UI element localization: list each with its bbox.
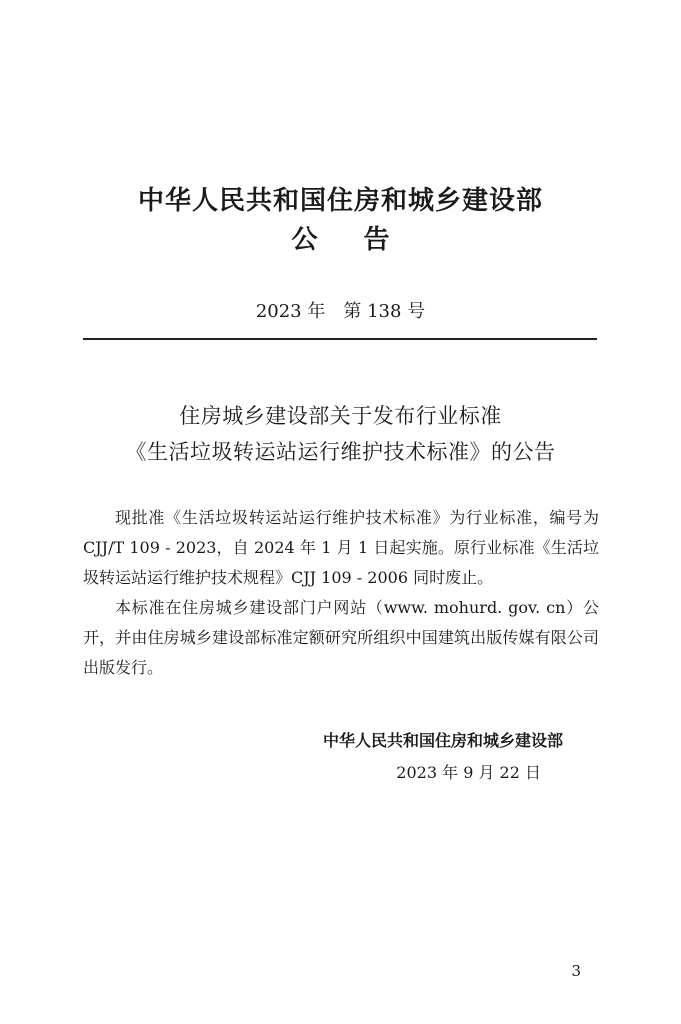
page-number: 3 xyxy=(571,962,581,980)
headline-line-2: 《生活垃圾转运站运行维护技术标准》的公告 xyxy=(125,440,556,464)
body-paragraph-1: 现批准《生活垃圾转运站运行维护技术标准》为行业标准，编号为 CJJ/T 109 - 2023，自 2024 年 1 月 1 日起实施。原行业标准《生活垃圾转运站运行维护技术规程》CJJ 109 - 2006 同时废止。 xyxy=(83,508,599,587)
issuer-title: 中华人民共和国住房和城乡建设部 xyxy=(137,186,543,216)
header-divider xyxy=(83,338,597,340)
body-paragraph-2: 本标准在住房城乡建设部门户网站（www. mohurd. gov. cn）公开，并由住房城乡建设部标准定额研究所组织中国建筑出版传媒有限公司出版发行。 xyxy=(83,598,599,677)
document-type-title: 公告 xyxy=(291,225,436,255)
issue-number: 2023 年 第 138 号 xyxy=(255,301,426,322)
notice-body xyxy=(83,503,599,683)
signature-issuer: 中华人民共和国住房和城乡建设部 xyxy=(322,731,563,750)
headline-line-1: 住房城乡建设部关于发布行业标准 xyxy=(179,404,502,428)
signature-date: 2023 年 9 月 22 日 xyxy=(396,763,541,782)
